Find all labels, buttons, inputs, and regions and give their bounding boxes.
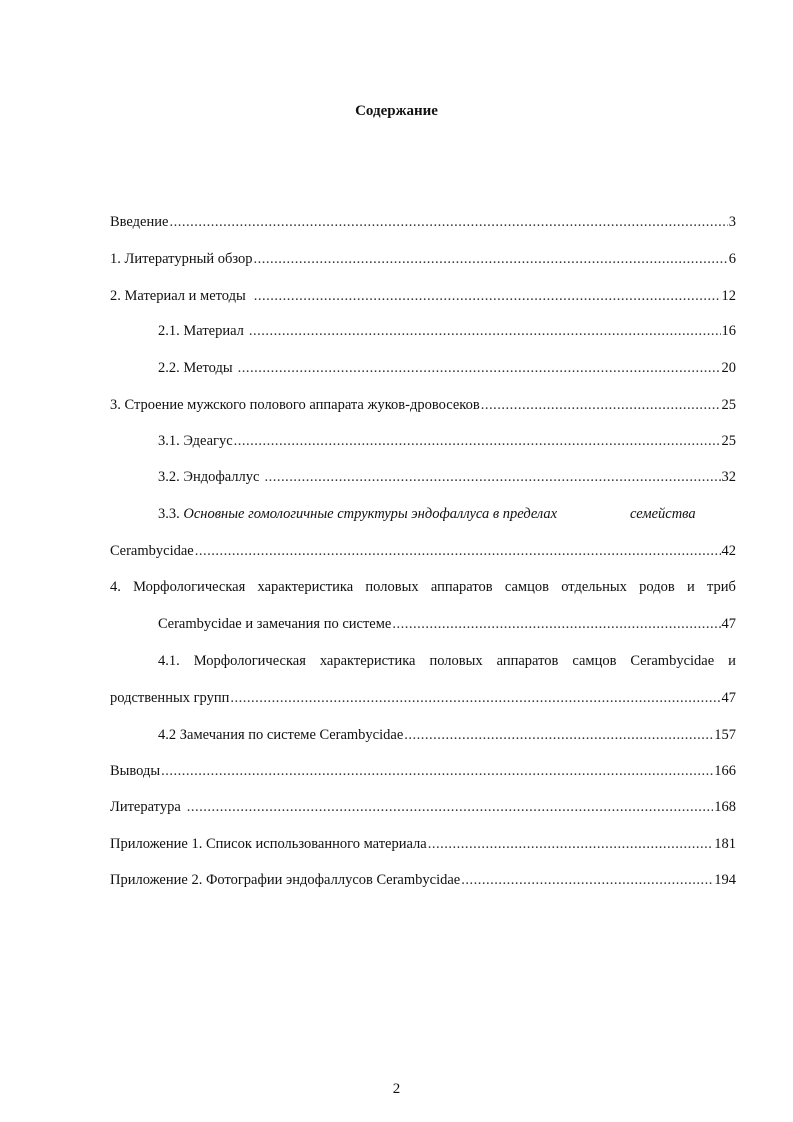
toc-word: Морфологическая [193, 653, 306, 669]
toc-word: Cerambycidae [630, 653, 715, 669]
toc-entry-page: 3 [728, 214, 736, 230]
toc-leader-dots [187, 798, 713, 816]
toc-entry-label: Выводы [110, 763, 161, 779]
toc-entry-structure [110, 396, 736, 414]
toc-entry-label: Приложение 2. Фотографии эндофаллусов Cerambycidae [110, 872, 461, 888]
toc-entry-label: 4.2 Замечания по системе Cerambycidae [158, 727, 404, 743]
toc-entry-page: 166 [714, 763, 736, 779]
toc-entry-introduction [110, 213, 736, 231]
toc-entry-morphology-line1 [110, 578, 736, 596]
toc-entry-literature-review [110, 250, 736, 268]
toc-leader-dots [404, 726, 713, 744]
toc-word: характеристика [257, 579, 354, 595]
toc-leader-dots [195, 542, 721, 560]
toc-word: триб [706, 579, 736, 595]
toc-entry-page: 47 [721, 690, 736, 706]
toc-word: половых [429, 653, 483, 669]
toc-entry-material [158, 322, 736, 340]
toc-entry-number: 3.3. [158, 506, 180, 522]
toc-leader-dots [428, 835, 714, 853]
toc-entry-morphology-cerambycidae-line2 [110, 689, 736, 707]
toc-entry-appendix-2 [110, 871, 736, 889]
toc-entry-page: 47 [721, 616, 736, 632]
toc-entry-aedeagus [158, 432, 736, 450]
toc-entry-morphology-line2 [158, 615, 736, 633]
toc-word: характеристика [319, 653, 416, 669]
toc-word: самцов [504, 579, 549, 595]
toc-word: и [728, 653, 736, 669]
toc-word: аппаратов [496, 653, 559, 669]
toc-entry-page: 25 [721, 397, 736, 413]
toc-entry-label: 3.2. Эндофаллус [158, 469, 260, 485]
toc-leader-dots [481, 396, 721, 414]
toc-entry-endophallus [158, 468, 736, 486]
toc-leader-dots [264, 468, 720, 486]
toc-word: самцов [572, 653, 617, 669]
toc-entry-materials-methods [110, 287, 736, 305]
toc-entry-homologous-tail: семейства [630, 506, 696, 522]
toc-word: Морфологическая [133, 579, 246, 595]
toc-word: отдельных [561, 579, 627, 595]
toc-entry-page: 25 [721, 433, 736, 449]
toc-entry-page: 42 [721, 543, 736, 559]
page-title: Содержание [355, 103, 438, 119]
toc-entry-references [110, 798, 736, 816]
toc-leader-dots [230, 689, 720, 707]
toc-entry-label: Основные гомологичные структуры эндофаллуса в пределах [183, 506, 558, 522]
toc-leader-dots [169, 213, 727, 231]
toc-entry-label: 2. Материал и методы [110, 288, 246, 304]
toc-entry-page: 194 [714, 872, 736, 888]
toc-entry-page: 181 [714, 836, 736, 852]
toc-entry-label: Введение [110, 214, 169, 230]
toc-word: 4.1. [158, 653, 180, 669]
toc-leader-dots [461, 871, 713, 889]
toc-word: аппаратов [430, 579, 493, 595]
toc-entry-label: 2.1. Материал [158, 323, 244, 339]
toc-entry-label: Приложение 1. Список использованного материала [110, 836, 427, 852]
toc-entry-methods [158, 359, 736, 377]
toc-entry-page: 32 [721, 469, 736, 485]
toc-entry-label-cont: родственных групп [110, 690, 230, 706]
toc-leader-dots [249, 322, 721, 340]
page-number: 2 [392, 1081, 401, 1097]
toc-entry-system-remarks [158, 726, 736, 744]
toc-entry-label-cont: Cerambycidae и замечания по системе [158, 616, 392, 632]
toc-leader-dots [234, 432, 721, 450]
toc-entry-label: Литература [110, 799, 181, 815]
toc-entry-morphology-cerambycidae-line1 [158, 652, 736, 670]
toc-word: половых [365, 579, 419, 595]
toc-entry-page: 16 [721, 323, 736, 339]
toc-leader-dots [161, 762, 713, 780]
toc-entry-label: 2.2. Методы [158, 360, 233, 376]
toc-leader-dots [253, 250, 727, 268]
toc-entry-homologous-line2 [110, 542, 736, 560]
toc-entry-label-cont: Cerambycidae [110, 543, 194, 559]
toc-entry-page: 168 [714, 799, 736, 815]
toc-entry-page: 6 [728, 251, 736, 267]
toc-entry-appendix-1 [110, 835, 736, 853]
toc-leader-dots [238, 359, 721, 377]
toc-word: 4. [110, 579, 121, 595]
toc-entry-conclusions [110, 762, 736, 780]
toc-entry-page: 20 [721, 360, 736, 376]
toc-entry-page: 12 [721, 288, 736, 304]
toc-word: и [686, 579, 695, 595]
toc-entry-label: 3.1. Эдеагус [158, 433, 233, 449]
toc-entry-label: 1. Литературный обзор [110, 251, 253, 267]
toc-leader-dots [254, 287, 721, 305]
toc-entry-homologous-line1 [158, 505, 557, 523]
toc-entry-page: 157 [714, 727, 736, 743]
toc-leader-dots [392, 615, 720, 633]
toc-word: родов [639, 579, 675, 595]
toc-entry-label: 3. Строение мужского полового аппарата жуков-дровосеков [110, 397, 480, 413]
